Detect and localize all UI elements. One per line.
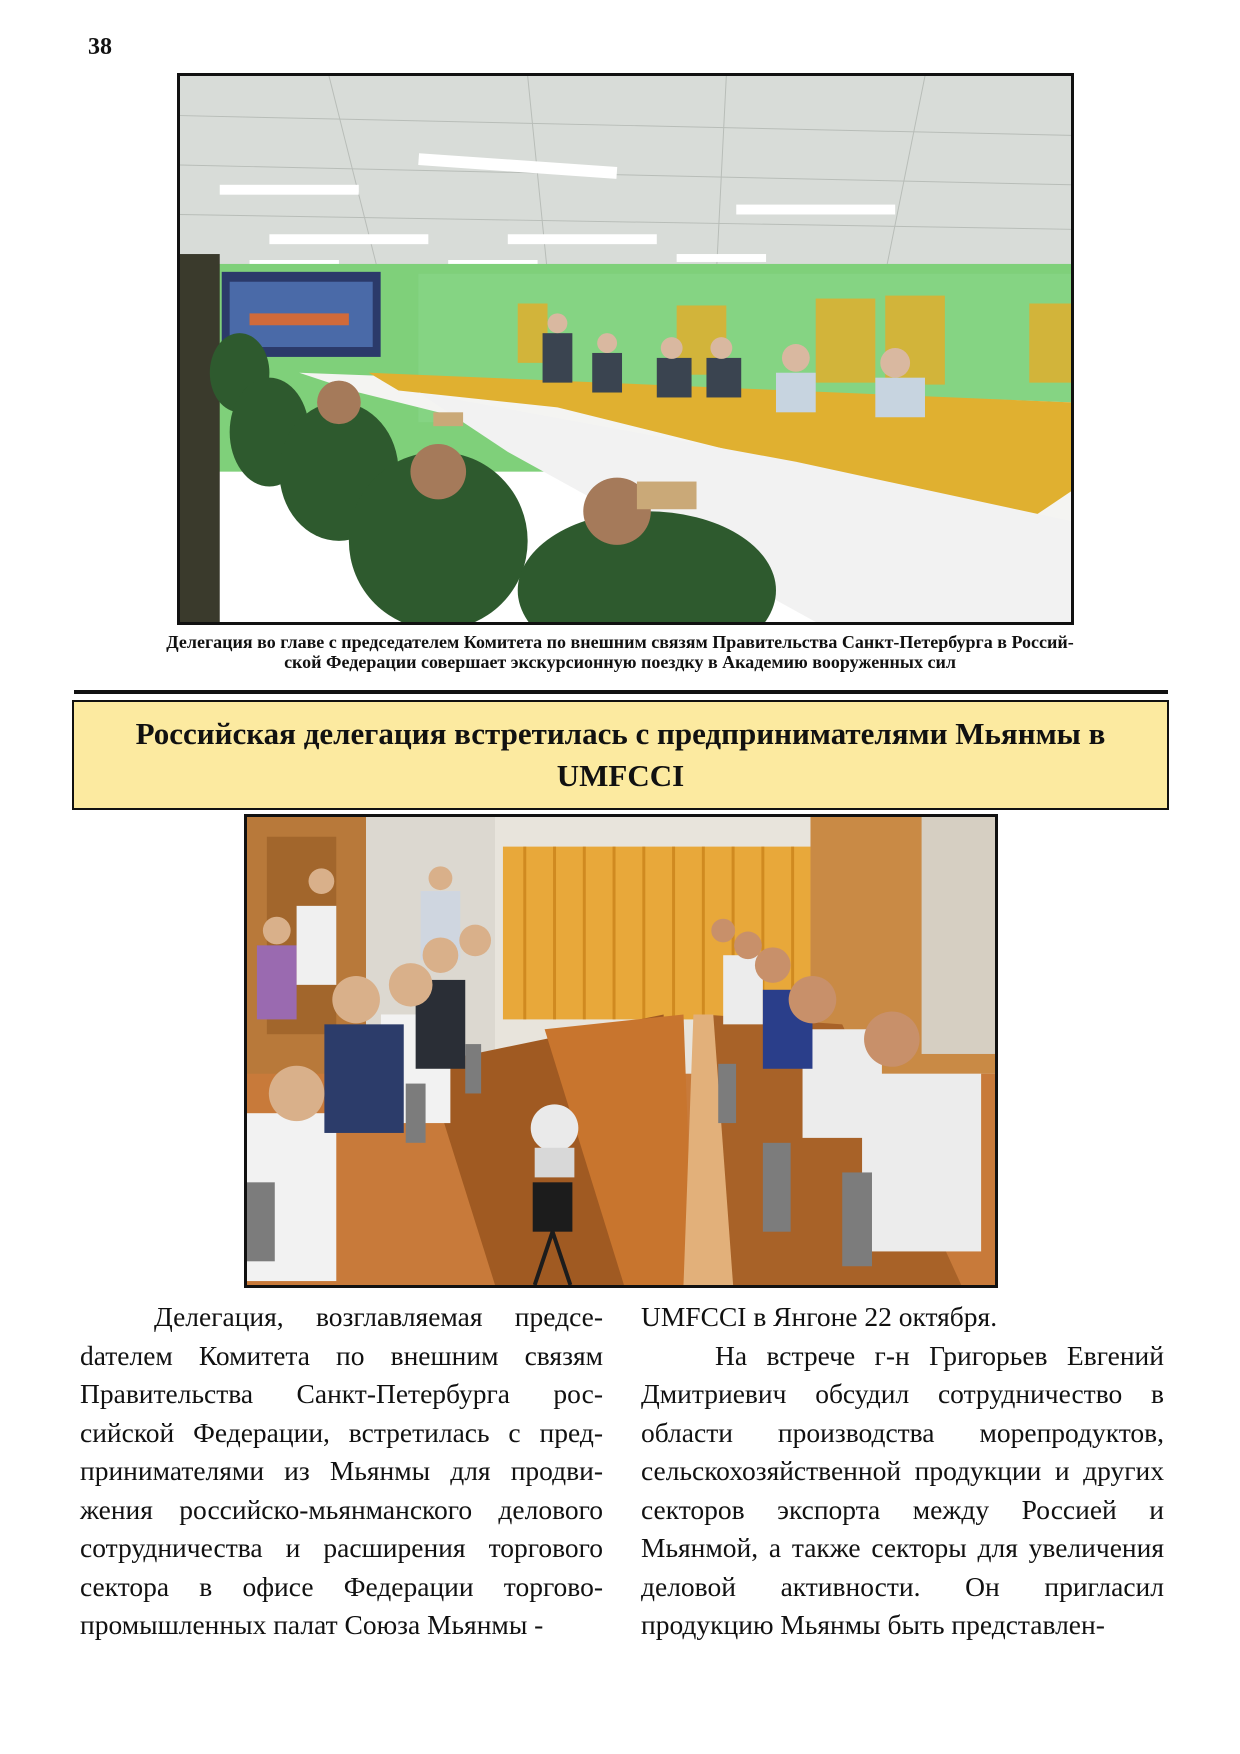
article-headline-line: Российская делегация встретилась с предпринимателями Мьянмы в (135, 716, 1106, 751)
page-number: 38 (88, 34, 112, 60)
article-paragraph: На встрече г-н Григорьев Евгений Дмитриевич обсудил сотрудничество в области производства морепродуктов, сельскохозяйственной продукции и других секторов экспорта между Россией и Мьянмой, а также секторы для увеличения деловой активности. Он пригласил продукцию Мьянмы быть представлен- (641, 1339, 1164, 1640)
photo-caption (80, 632, 1160, 672)
section-divider (74, 690, 1168, 694)
photo-caption-line: ской Федерации совершает экскурсионную поездку в Академию вооруженных сил (284, 652, 956, 672)
photo-umfcci-meeting (244, 814, 998, 1288)
article-paragraph: Делегация, возглавляемая предсеdателем Комитета по внешним связям Правительства Санкт-Петербурга российской Федерации, встретилась с предпринимателями из Мьянмы для продвижения российско-мьянманского делового сотрудничества и расширения торгового сектора в офисе Федерации торгово-промышленных палат Союза Мьянмы - (80, 1301, 603, 1640)
article-headline (136, 713, 1106, 797)
article-headline-line: UMFCCI (556, 758, 685, 793)
article-column-right (641, 1298, 1164, 1645)
photo-delegation-academy (177, 73, 1074, 625)
article-paragraph-continuation: UMFCCI в Янгоне 22 октября. (641, 1301, 998, 1332)
article-headline-box (72, 700, 1169, 810)
article-column-left (80, 1298, 603, 1645)
photo-caption-line: Делегация во главе с председателем Комитета по внешним связям Правительства Санкт-Петербурга в Россий- (166, 632, 1074, 652)
